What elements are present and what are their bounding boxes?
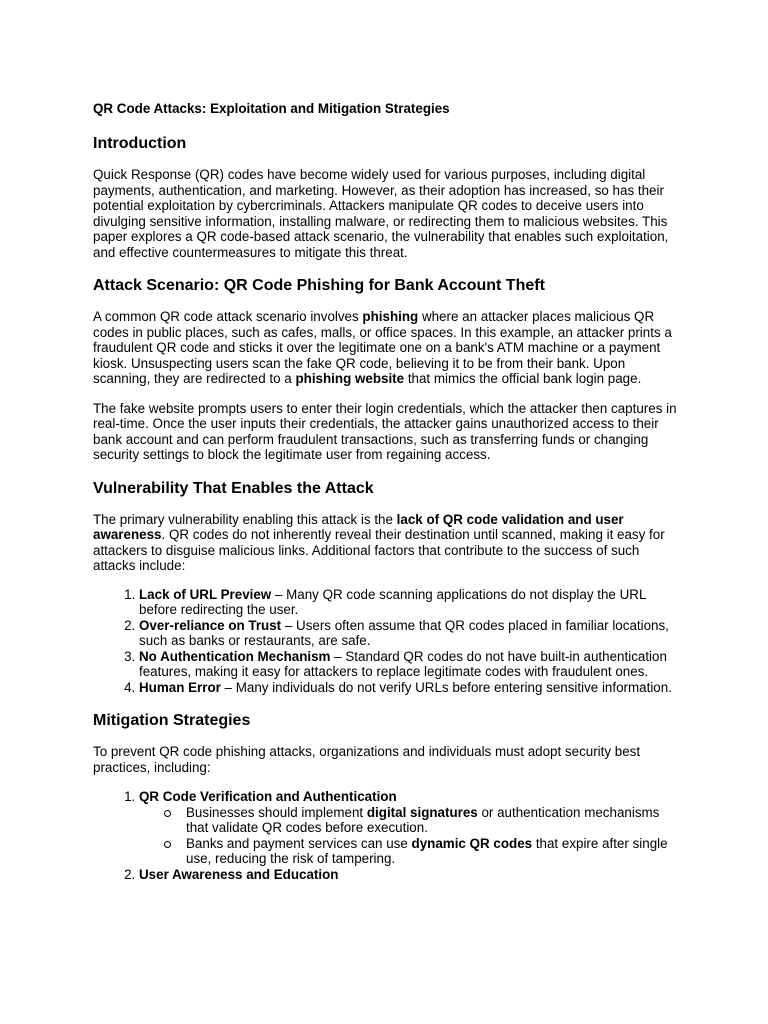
mitigation-item-1-title: QR Code Verification and Authentication (139, 789, 397, 804)
attack-paragraph-1: A common QR code attack scenario involves phishing where an attacker places malicious QR codes in public places, such as cafes, malls, or office spaces. In this example, an attacker prints a fraudulent QR code and sticks it over the legitimate one on a bank's ATM machine or a payment kiosk. Unsuspecting users scan the fake QR code, believing it to be from their bank. Upon scanning, they are redirected to a phishing website that mimics the official bank login page. (93, 309, 672, 386)
mitigation-heading: Mitigation Strategies (93, 712, 251, 729)
attack-paragraph-2: The fake website prompts users to enter their login credentials, which the attacker then captures in real-time. Once the user inputs their credentials, the attacker gains unauthorized access to their bank account and can perform fraudulent transactions, such as transferring funds or changing security settings to block the legitimate user from regaining access. (93, 400, 677, 462)
sub-list-item: Banks and payment services can use dynamic QR codes that expire after single use, reducing the risk of tampering. (186, 836, 683, 867)
document-body (93, 100, 683, 882)
vulnerability-heading: Vulnerability That Enables the Attack (93, 479, 374, 497)
mitigation-item-2-title: User Awareness and Education (139, 866, 339, 882)
intro-paragraph: Quick Response (QR) codes have become widely used for various purposes, including digital payments, authentication, and marketing. However, as their adoption has increased, so has their potential exploitation by cybercriminals. Attackers manipulate QR codes to deceive users into divulging sensitive information, installing malware, or redirecting them to malicious websites. This paper explores a QR code-based attack scenario, the vulnerability that enables such exploitation, and effective countermeasures to mitigate this threat. (93, 167, 669, 260)
list-item: 1. Lack of URL Preview – Many QR code scanning applications do not display the URL before redirecting the user. (139, 587, 683, 618)
attack-heading: Attack Scenario: QR Code Phishing for Bank Account Theft (93, 277, 545, 294)
list-item: 3. No Authentication Mechanism – Standard QR codes do not have built-in authentication features, making it easy for attackers to replace legitimate codes with fraudulent ones. (139, 649, 683, 680)
list-item (139, 867, 683, 883)
vulnerability-paragraph: The primary vulnerability enabling this attack is the lack of QR code validation and user awareness. QR codes do not inherently reveal their destination until scanned, making it easy for attackers to disguise malicious links. Additional factors that contribute to the success of such attacks include: (93, 511, 665, 573)
mitigation-sublist (139, 805, 683, 867)
list-item: 2. Over-reliance on Trust – Users often assume that QR codes placed in familiar locations, such as banks or restaurants, are safe. (139, 618, 683, 649)
list-item: 4. Human Error – Many individuals do not verify URLs before entering sensitive information. (139, 680, 683, 696)
document-title: QR Code Attacks: Exploitation and Mitigation Strategies (93, 101, 450, 116)
vulnerability-factors-list (93, 587, 683, 696)
mitigation-intro: To prevent QR code phishing attacks, organizations and individuals must adopt security best practices, including: (93, 744, 641, 775)
list-item (139, 789, 683, 867)
intro-heading: Introduction (93, 135, 187, 152)
sub-list-item: Businesses should implement digital signatures or authentication mechanisms that validate QR codes before execution. (186, 805, 683, 836)
mitigation-list (93, 789, 683, 882)
